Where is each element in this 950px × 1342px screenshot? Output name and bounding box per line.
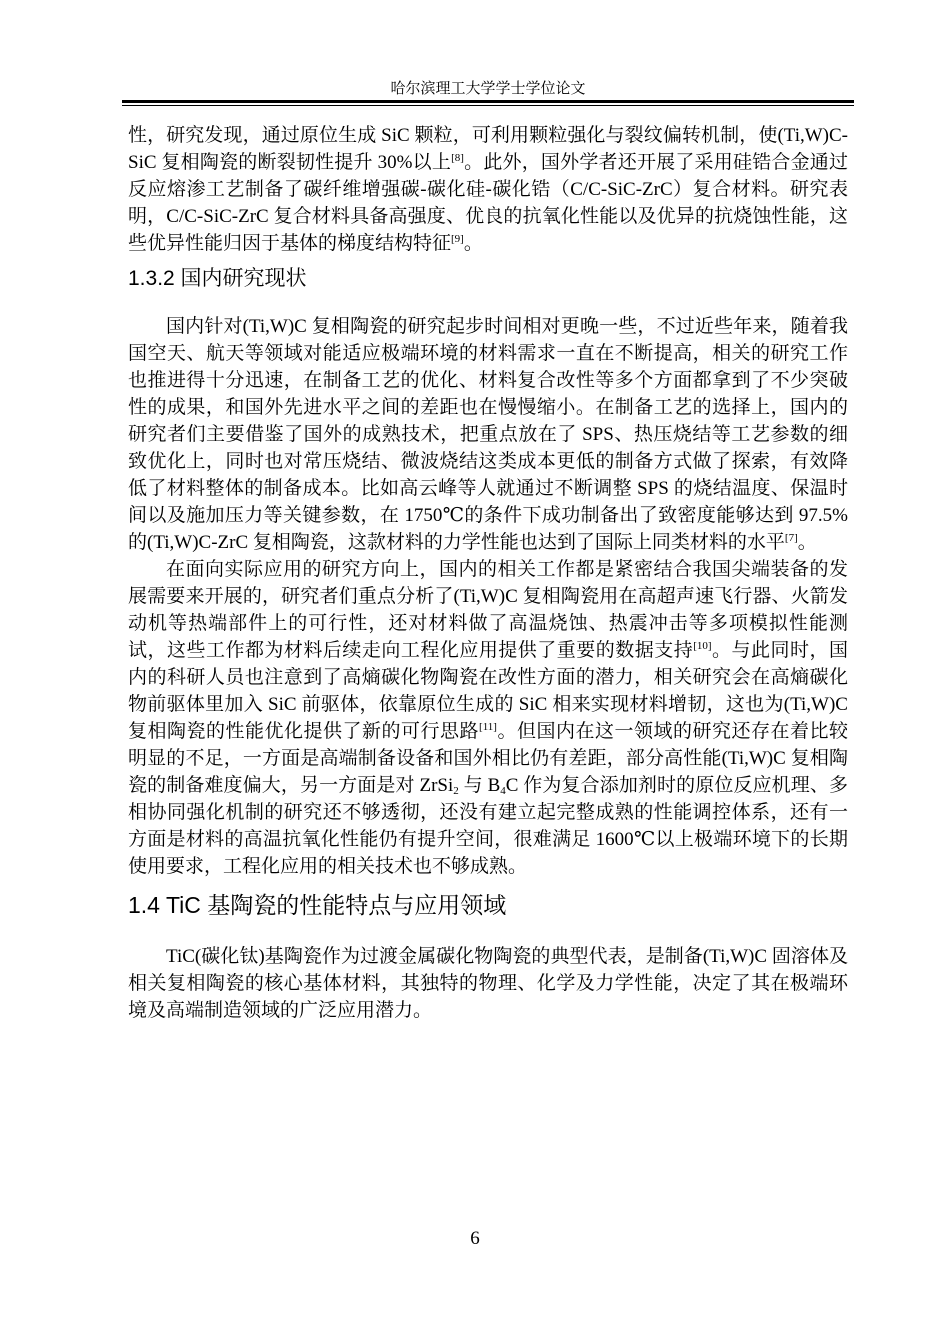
citation-ref: [7] <box>784 532 798 544</box>
paragraph-text: 国内针对(Ti,W)C 复相陶瓷的研究起步时间相对更晚一些，不过近些年来，随着我国空天、航天等领域对能适应极端环境的材料需求一直在不断提高，相关的研究工作也推进得十分迅速，在制备工艺的优化、材料复合改性等多个方面都拿到了不少突破性的成果，和国外先进水平之间的差距也在慢慢缩小。在制备工艺的选择上，国内的研究者们主要借鉴了国外的成熟技术，把重点放在了 SPS、热压烧结等工艺参数的细致优化上，同时也对常压烧结、微波烧结这类成本更低的制备方式做了探索，有效降低了材料整体的制备成本。比如高云峰等人就通过不断调整 SPS 的烧结温度、保温时间以及施加压力等关键参数，在 1750℃的条件下成功制备出了致密度能够达到 97.5% 的(Ti,W)C-ZrC 复相陶瓷，这款材料的力学性能也达到了国际上同类材料的水平 <box>128 316 848 553</box>
page-number: 6 <box>470 1228 480 1249</box>
section-heading-1-3-2: 1.3.2 国内研究现状 <box>128 267 307 290</box>
subscript: 2 <box>453 785 459 797</box>
header-rule-thick <box>122 100 854 103</box>
paragraph-text: 性，研究发现，通过原位生成 SiC 颗粒，可利用颗粒强化与裂纹偏转机制，使(Ti,W)C-SiC 复相陶瓷的断裂韧性提升 30%以上 <box>128 125 848 173</box>
page-body <box>128 122 848 1024</box>
paragraph-domestic-research <box>128 313 848 556</box>
header-rule-thin <box>122 105 854 106</box>
paragraph-text: 。此外，国外学者还开展了采用硅锆合金通过反应熔渗工艺制备了碳纤维增强碳-碳化硅-碳化锆（C/C-SiC-ZrC）复合材料。研究表明，C/C-SiC-ZrC 复合材料具备高强度、优良的抗氧化性能以及优异的抗烧蚀性能，这些优异性能归因于基体的梯度结构特征 <box>128 152 848 254</box>
paragraph-text: 在面向实际应用的研究方向上，国内的相关工作都是紧密结合我国尖端装备的发展需要来开展的，研究者们重点分析了(Ti,W)C 复相陶瓷用在高超声速飞行器、火箭发动机等热端部件上的可行性，还对材料做了高温烧蚀、热震冲击等多项模拟性能测试，这些工作都为材料后续走向工程化应用提供了重要的数据支持 <box>128 559 848 661</box>
paragraph-text: 与 B <box>458 775 501 796</box>
citation-ref: [9] <box>451 233 464 245</box>
paragraph-continued <box>128 122 848 257</box>
paragraph-text: 。但国内在这一领域的研究还存在着比较明显的不足，一方面是高端制备设备和国外相比仍有差距，部分高性能(Ti,W)C 复相陶瓷的制备难度偏大，另一方面是对 ZrSi <box>128 721 848 796</box>
subscript: 4 <box>500 785 506 797</box>
citation-ref: [11] <box>479 721 497 733</box>
paragraph-text: C 作为复合添加剂时的原位反应机理、多相协同强化机制的研究还不够透彻，还没有建立起完整成熟的性能调控体系，还有一方面是材料的高温抗氧化性能仍有提升空间，很难满足 1600℃以上极端环境下的长期使用要求，工程化应用的相关技术也不够成熟。 <box>128 775 848 877</box>
page-header-title: 哈尔滨理工大学学士学位论文 <box>390 81 586 97</box>
section-heading-1-4: 1.4 TiC 基陶瓷的性能特点与应用领域 <box>128 892 507 918</box>
paragraph-text: 。 <box>797 532 817 553</box>
paragraph-text: 。 <box>463 233 483 254</box>
citation-ref: [10] <box>693 640 712 652</box>
paragraph-text: 。与此同时，国内的科研人员也注意到了高熵碳化物陶瓷在改性方面的潜力，相关研究会在高熵碳化物前驱体里加入 SiC 前驱体，依靠原位生成的 SiC 相来实现材料增韧，这也为(Ti,W)C 复相陶瓷的性能优化提供了新的可行思路 <box>128 640 848 742</box>
paragraph-tic-ceramics: TiC(碳化钛)基陶瓷作为过渡金属碳化物陶瓷的典型代表，是制备(Ti,W)C 固溶体及相关复相陶瓷的核心基体材料，其独特的物理、化学及力学性能，决定了其在极端环境及高端制造领域的广泛应用潜力。 <box>128 946 848 1021</box>
citation-ref: [8] <box>451 152 464 164</box>
paragraph-application-research <box>128 556 848 880</box>
